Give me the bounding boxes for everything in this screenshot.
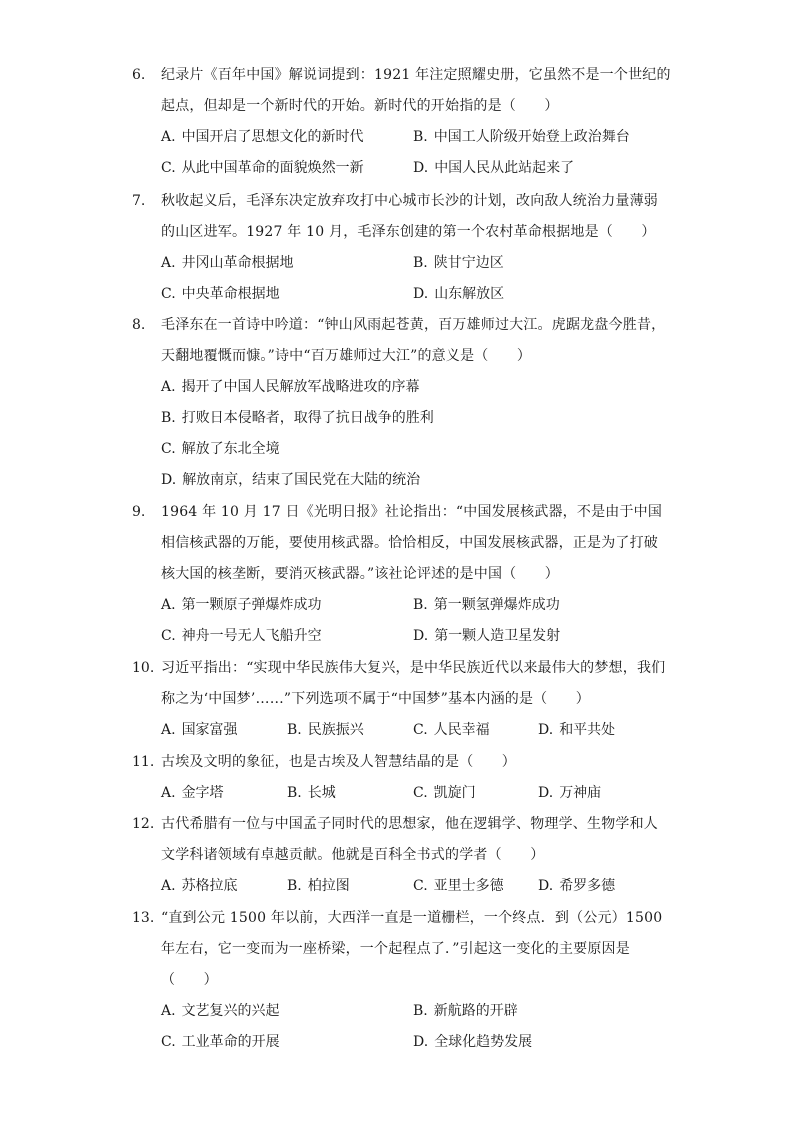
option-c: C. 人民幸福 [413,722,490,738]
option-c: C. 从此中国革命的面貌焕然一新 [161,160,364,176]
question-stem: 古埃及文明的象征，也是古埃及人智慧结晶的是（ ） [161,754,516,770]
option-d: D. 全球化趋势发展 [413,1034,533,1050]
options-row [161,1027,672,1058]
option-a: A. 中国开启了思想文化的新时代 [161,129,364,145]
option-a: A. 揭开了中国人民解放军战略进攻的序幕 [161,379,420,395]
option-b: B. 打败日本侵略者，取得了抗日战争的胜利 [161,410,434,426]
question-number: 13. [132,910,155,926]
option-d: D. 第一颗人造卫星发射 [413,628,561,644]
option-c: C. 凯旋门 [413,785,476,801]
option-c: C. 神舟一号无人飞船升空 [161,628,322,644]
option-d: D. 和平共处 [538,722,616,738]
question-7 [132,186,672,310]
question-number: 6. [132,67,146,83]
question-12 [132,809,672,902]
option-a: A. 第一颗原子弹爆炸成功 [161,597,322,613]
options-row [161,621,672,652]
question-number: 9. [132,504,146,520]
options-row [161,590,672,621]
option-b: B. 第一颗氢弹爆炸成功 [413,597,560,613]
question-13 [132,903,672,1058]
option-d: D. 希罗多德 [538,878,616,894]
option-a: A. 金字塔 [161,785,224,801]
question-10 [132,653,672,746]
question-9 [132,497,672,652]
option-d: D. 解放南京，结束了国民党在大陆的统治 [161,472,421,488]
options-row [161,715,672,746]
option-a: A. 国家富强 [161,722,238,738]
option-d: D. 山东解放区 [413,286,505,302]
question-number: 10. [132,660,155,676]
option-b: B. 新航路的开辟 [413,1003,518,1019]
option-b: B. 陕甘宁边区 [413,255,504,271]
option-d: D. 中国人民从此站起来了 [413,160,575,176]
question-number: 11. [132,754,155,770]
question-stem: 秋收起义后，毛泽东决定放弃攻打中心城市长沙的计划，改向敌人统治力量薄弱的山区进军。1927 年 10 月，毛泽东创建的第一个农村革命根据地是（ ） [161,193,658,240]
question-6 [132,60,672,184]
option-a: A. 井冈山革命根据地 [161,255,294,271]
question-11 [132,747,672,809]
option-c: C. 亚里士多德 [413,878,504,894]
question-stem: 纪录片《百年中国》解说词提到：1921 年注定照耀史册，它虽然不是一个世纪的起点，但却是一个新时代的开始。新时代的开始指的是（ ） [161,67,671,114]
option-c: C. 中央革命根据地 [161,286,280,302]
options-row [161,996,672,1027]
option-b: B. 中国工人阶级开始登上政治舞台 [413,129,630,145]
option-b: B. 柏拉图 [287,878,350,894]
question-stem: 1964 年 10 月 17 日《光明日报》社论指出：“中国发展核武器，不是由于中国相信核武器的万能，要使用核武器。恰恰相反，中国发展核武器，正是为了打破核大国的核垄断，要消灭核武器。”该社论评述的是中国（ ） [161,504,663,582]
options-row [161,871,672,902]
options-row [161,248,672,279]
option-b: B. 民族振兴 [287,722,364,738]
options-row [161,122,672,153]
question-stem: 毛泽东在一首诗中吟道：“钟山风雨起苍黄，百万雄师过大江。虎踞龙盘今胜昔，天翻地覆慨而慷。”诗中“百万雄师过大江”的意义是（ ） [161,317,666,364]
option-c: C. 工业革命的开展 [161,1034,280,1050]
question-number: 8. [132,317,146,333]
options-row [161,279,672,310]
option-c: C. 解放了东北全境 [161,441,280,457]
question-number: 7. [132,193,146,209]
option-d: D. 万神庙 [538,785,602,801]
options-row [161,153,672,184]
option-a: A. 文艺复兴的兴起 [161,1003,280,1019]
option-a: A. 苏格拉底 [161,878,238,894]
question-stem: 习近平指出：“实现中华民族伟大复兴，是中华民族近代以来最伟大的梦想，我们称之为‘中国梦’……”下列选项不属于“中国梦”基本内涵的是（ ） [161,660,666,707]
question-stem: “直到公元 1500 年以前，大西洋一直是一道栅栏，一个终点．到（公元）1500 年左右，它一变而为一座桥梁，一个起程点了．”引起这一变化的主要原因是（ ） [161,910,663,988]
question-stem: 古代希腊有一位与中国孟子同时代的思想家，他在逻辑学、物理学、生物学和人文学科诸领域有卓越贡献。他就是百科全书式的学者（ ） [161,816,658,863]
question-number: 12. [132,816,155,832]
option-b: B. 长城 [287,785,336,801]
options-row [161,778,672,809]
question-8 [132,310,672,496]
